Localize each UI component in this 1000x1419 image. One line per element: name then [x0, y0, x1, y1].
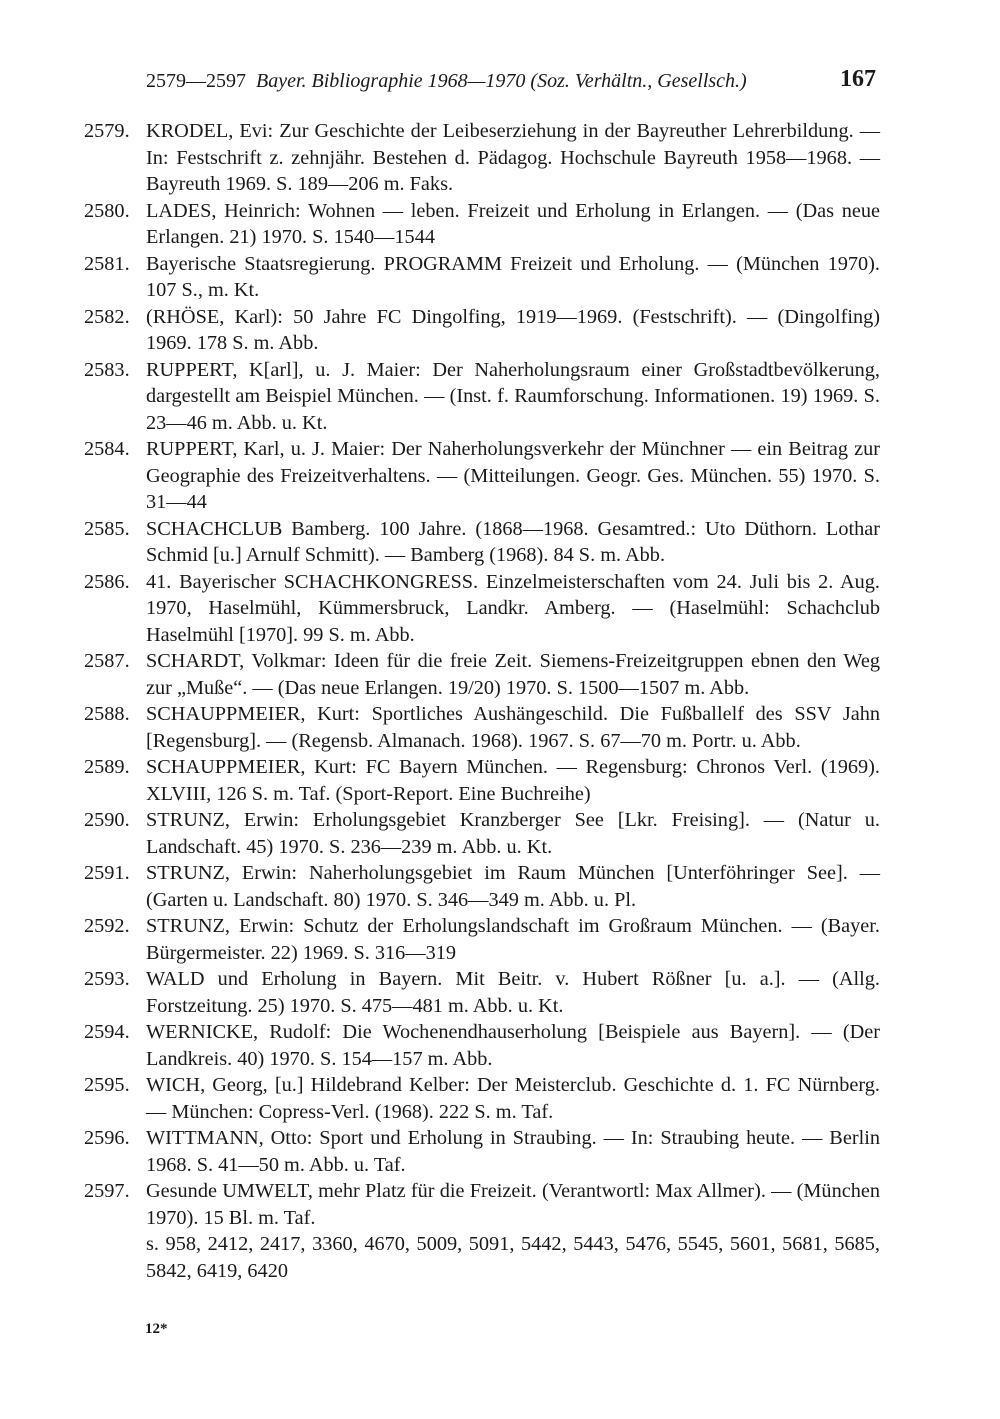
entry-text: WICH, Georg, [u.] Hildebrand Kelber: Der Meisterclub. Geschichte d. 1. FC Nürnberg. — München: Copress-Verl. (1968). 222 S. m. Taf. [146, 1074, 880, 1123]
entry-text: STRUNZ, Erwin: Erholungsgebiet Kranzberger See [Lkr. Freising]. — (Natur u. Landschaft. 45) 1970. S. 236—239 m. Abb. u. Kt. [146, 809, 880, 858]
entry-text: WALD und Erholung in Bayern. Mit Beitr. v. Hubert Rößner [u. a.]. — (Allg. Forstzeitung. 25) 1970. S. 475—481 m. Abb. u. Kt. [146, 968, 880, 1017]
entry-number: 2580. [84, 199, 130, 222]
entry-range: 2579—2597 [146, 70, 246, 92]
bibliography-entry [84, 807, 880, 860]
page-number: 167 [840, 66, 876, 92]
entry-number: 2579. [84, 120, 130, 142]
bibliography-entry [84, 754, 880, 807]
entry-number: 2594. [84, 1021, 130, 1043]
entry-text: 41. Bayerischer SCHACHKONGRESS. Einzelmeisterschaften vom 24. Juli bis 2. Aug. 1970, Haselmühl, Kümmersbruck, Landkr. Amberg. — (Haselmühl: Schachclub Haselmühl [1970]. 99 S. m. Abb. [146, 570, 880, 646]
entry-number: 2597. [84, 1180, 130, 1202]
bibliography-entry [84, 357, 880, 437]
entry-text: SCHACHCLUB Bamberg. 100 Jahre. (1868—1968. Gesamtred.: Uto Düthorn. Lothar Schmid [u.] Arnulf Schmitt). — Bamberg (1968). 84 S. m. Abb. [146, 517, 880, 566]
bibliography-entry [84, 304, 880, 357]
entry-text: RUPPERT, K[arl], u. J. Maier: Der Naherholungsraum einer Großstadtbevölkerung, dargestellt am Beispiel München. — (Inst. f. Raumforschung. Informationen. 19) 1969. S. 23—46 m. Abb. u. Kt. [146, 358, 880, 434]
bibliography-entry [84, 436, 880, 516]
entry-number: 2582. [84, 305, 130, 328]
bibliography-list [84, 118, 880, 1284]
entry-text: WERNICKE, Rudolf: Die Wochenendhauserholung [Beispiele aus Bayern]. — (Der Landkreis. 40) 1970. S. 154—157 m. Abb. [146, 1021, 880, 1070]
bibliography-entry [84, 966, 880, 1019]
entry-number: 2596. [84, 1127, 130, 1149]
entry-number: 2593. [84, 968, 130, 990]
bibliography-entry [84, 198, 880, 251]
entry-number: 2583. [84, 358, 130, 381]
entry-number: 2584. [84, 438, 130, 460]
bibliography-entry [84, 1072, 880, 1125]
entry-text: STRUNZ, Erwin: Naherholungsgebiet im Raum München [Unterföhringer See]. — (Garten u. Landschaft. 80) 1970. S. 346—349 m. Abb. u. Pl. [146, 862, 880, 911]
entry-text: SCHAUPPMEIER, Kurt: Sportliches Aushängeschild. Die Fußballelf des SSV Jahn [Regensburg]. — (Regensb. Almanach. 1968). 1967. S. 67—70 m. Portr. u. Abb. [146, 703, 880, 752]
entry-number: 2585. [84, 517, 130, 540]
bibliography-entry [84, 1178, 880, 1231]
bibliography-entry [84, 516, 880, 569]
bibliography-entry [84, 701, 880, 754]
bibliography-entry [84, 251, 880, 304]
entry-text: KRODEL, Evi: Zur Geschichte der Leibeserziehung in der Bayreuther Lehrerbildung. — In: Festschrift z. zehnjähr. Bestehen d. Pädagog. Hochschule Bayreuth 1958—1968. — Bayreuth 1969. S. 189—206 m. Faks. [146, 120, 880, 195]
entry-text: Bayerische Staatsregierung. PROGRAMM Freizeit und Erholung. — (München 1970). 107 S., m. Kt. [146, 252, 880, 301]
bibliography-entry [84, 569, 880, 649]
entry-number: 2586. [84, 570, 130, 593]
entry-text: SCHARDT, Volkmar: Ideen für die freie Zeit. Siemens-Freizeitgruppen ebnen den Weg zur „Muße“. — (Das neue Erlangen. 19/20) 1970. S. 1500—1507 m. Abb. [146, 650, 880, 699]
entry-number: 2581. [84, 252, 130, 275]
entry-number: 2587. [84, 650, 130, 672]
printer-signature: 12* [145, 1321, 168, 1337]
bibliography-entry [84, 913, 880, 966]
entry-number: 2595. [84, 1074, 130, 1096]
entry-text: Gesunde UMWELT, mehr Platz für die Freizeit. (Verantwortl: Max Allmer). — (München 1970). 15 Bl. m. Taf. [146, 1180, 880, 1229]
entry-text: STRUNZ, Erwin: Schutz der Erholungslandschaft im Großraum München. — (Bayer. Bürgermeister. 22) 1969. S. 316—319 [146, 915, 880, 964]
entry-text: SCHAUPPMEIER, Kurt: FC Bayern München. — Regensburg: Chronos Verl. (1969). XLVIII, 126 S. m. Taf. (Sport-Report. Eine Buchreihe) [146, 756, 880, 805]
bibliography-entry [84, 118, 880, 198]
running-title: Bayer. Bibliographie 1968—1970 (Soz. Verhältn., Gesellsch.) [256, 70, 747, 92]
entry-text: WITTMANN, Otto: Sport und Erholung in Straubing. — In: Straubing heute. — Berlin 1968. S. 41—50 m. Abb. u. Taf. [146, 1127, 880, 1176]
entry-text: LADES, Heinrich: Wohnen — leben. Freizeit und Erholung in Erlangen. — (Das neue Erlangen. 21) 1970. S. 1540—1544 [146, 199, 880, 248]
entry-text: RUPPERT, Karl, u. J. Maier: Der Naherholungsverkehr der Münchner — ein Beitrag zur Geographie des Freizeitverhaltens. — (Mitteilungen. Geogr. Ges. München. 55) 1970. S. 31—44 [146, 438, 880, 513]
entry-number: 2589. [84, 756, 130, 778]
entry-number: 2591. [84, 862, 130, 884]
bibliography-entry [84, 1125, 880, 1178]
bibliography-entry [84, 648, 880, 701]
running-header [146, 66, 876, 100]
entry-number: 2590. [84, 809, 130, 831]
entry-text: (RHÖSE, Karl): 50 Jahre FC Dingolfing, 1919—1969. (Festschrift). — (Dingolfing) 1969. 178 S. m. Abb. [146, 305, 880, 354]
entry-number: 2588. [84, 703, 130, 725]
bibliography-entry [84, 860, 880, 913]
see-also-references: s. 958, 2412, 2417, 3360, 4670, 5009, 5091, 5442, 5443, 5476, 5545, 5601, 5681, 5685, 5842, 6419, 6420 [146, 1233, 880, 1282]
entry-number: 2592. [84, 915, 130, 937]
bibliography-entry [84, 1019, 880, 1072]
